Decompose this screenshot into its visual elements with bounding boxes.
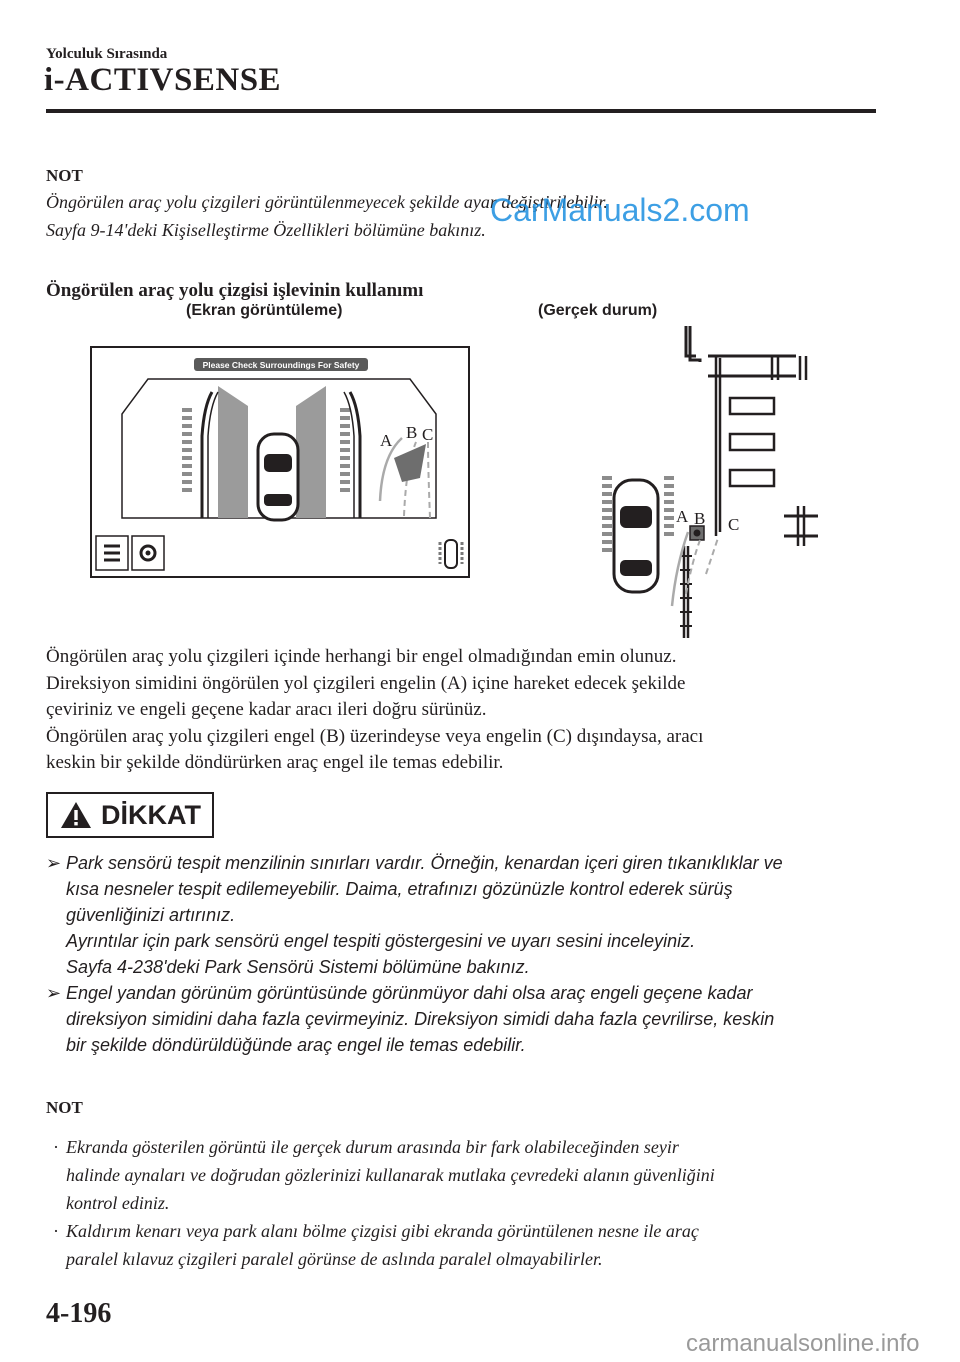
note2-list bbox=[46, 1133, 896, 1273]
body-text bbox=[46, 644, 906, 777]
screen-letter-c: C bbox=[422, 425, 434, 444]
note2-line: paralel kılavuz çizgileri paralel görünse de aslında paralel olmayabilirler. bbox=[66, 1249, 603, 1269]
title-rule bbox=[46, 109, 876, 113]
screen-letter-b: B bbox=[406, 423, 418, 442]
screen-display-figure bbox=[90, 346, 470, 578]
caution-item bbox=[46, 850, 896, 980]
figure-label-screen: (Ekran görüntüleme) bbox=[186, 302, 343, 319]
caution-line: Ayrıntılar için park sensörü engel tespiti göstergesini ve uyarı sesini inceleyiniz. bbox=[66, 931, 696, 951]
caution-line: direksiyon simidini daha fazla çevirmeyiniz. Direksiyon simidi daha fazla çevrilirse, keskin bbox=[66, 1009, 775, 1029]
watermark-bottom: carmanualsonline.info bbox=[686, 1330, 920, 1357]
body-line: Direksiyon simidini öngörülen yol çizgileri engelin (A) içine hareket edecek şekilde bbox=[46, 672, 686, 694]
note2-line: Kaldırım kenarı veya park alanı bölme çizgisi gibi ekranda görüntülenen nesne ile araç bbox=[66, 1221, 699, 1241]
arrow-bullet-icon: ➢ bbox=[46, 853, 62, 873]
screen-letter-a: A bbox=[380, 431, 393, 450]
caution-line: bir şekilde döndürüldüğünde araç engel ile temas edebilir. bbox=[66, 1035, 526, 1055]
figure-label-actual: (Gerçek durum) bbox=[538, 302, 658, 319]
subheading: Öngörülen araç yolu çizgisi işlevinin kullanımı bbox=[46, 280, 424, 301]
page-number: 4-196 bbox=[46, 1298, 112, 1329]
note-heading: NOT bbox=[46, 166, 83, 185]
note2-line: Ekranda gösterilen görüntü ile gerçek durum arasında bir fark olabileceğinden seyir bbox=[66, 1137, 679, 1157]
note-line: Öngörülen araç yolu çizgileri görüntülenmeyecek şekilde ayar değiştirilebilir. bbox=[46, 192, 608, 212]
note2-line: kontrol ediniz. bbox=[66, 1193, 170, 1213]
note2-item: · Ekranda gösterilen görüntü ile gerçek durum arasında bir fark olabileceğinden seyir halinde aynaları ve doğrudan gözlerinizi kullanarak mutlaka çevredeki alanın güvenliğini kontrol ediniz. bbox=[46, 1133, 896, 1217]
arrow-bullet-icon: ➢ bbox=[46, 983, 62, 1003]
breadcrumb: Yolculuk Sırasında bbox=[46, 46, 168, 62]
actual-letter-b: B bbox=[694, 509, 706, 528]
caution-list bbox=[46, 850, 896, 1058]
caution-item bbox=[46, 980, 896, 1058]
caution-line: kısa nesneler tespit edilemeyebilir. Daima, etrafınızı gözünüzle kontrol ederek sürüş bbox=[66, 879, 733, 899]
actual-letter-c: C bbox=[728, 515, 740, 534]
body-line: çeviriniz ve engeli geçene kadar aracı ileri doğru sürünüz. bbox=[46, 699, 487, 720]
note2-item: · Kaldırım kenarı veya park alanı bölme çizgisi gibi ekranda görüntülenen nesne ile araç paralel kılavuz çizgileri paralel görünse de aslında paralel olmayabilirler. bbox=[46, 1217, 896, 1273]
actual-situation-figure bbox=[596, 326, 826, 638]
note2-heading: NOT bbox=[46, 1098, 83, 1117]
warning-triangle-icon bbox=[59, 800, 93, 830]
caution-line: güvenliğinizi artırınız. bbox=[66, 905, 236, 925]
watermark-top: CarManuals2.com bbox=[490, 192, 750, 228]
actual-letter-a: A bbox=[676, 507, 689, 526]
section-title: i-ACTIVSENSE bbox=[44, 62, 282, 98]
caution-line: Sayfa 4-238'deki Park Sensörü Sistemi bölümüne bakınız. bbox=[66, 957, 530, 977]
note-line: Sayfa 9-14'deki Kişiselleştirme Özellikleri bölümüne bakınız. bbox=[46, 220, 486, 240]
body-line: Öngörülen araç yolu çizgileri engel (B) üzerindeyse veya engelin (C) dışındaysa, aracı bbox=[46, 725, 704, 747]
note-text bbox=[46, 188, 906, 244]
body-line: keskin bir şekilde döndürürken araç engel ile temas edebilir. bbox=[46, 752, 504, 773]
caution-line: Engel yandan görünüm görüntüsünde görünmüyor dahi olsa araç engeli geçene kadar bbox=[66, 983, 753, 1003]
body-line: Öngörülen araç yolu çizgileri içinde herhangi bir engel olmadığından emin olunuz. bbox=[46, 646, 677, 667]
note2-line: halinde aynaları ve doğrudan gözlerinizi kullanarak mutlaka çevredeki alanın güvenliğini bbox=[66, 1165, 715, 1185]
caution-line: Park sensörü tespit menzilinin sınırları vardır. Örneğin, kenardan içeri giren tıkanıklıklar ve bbox=[66, 853, 783, 873]
screen-banner: Please Check Surroundings For Safety bbox=[202, 360, 360, 370]
caution-box bbox=[46, 792, 214, 838]
caution-label: DİKKAT bbox=[101, 799, 201, 830]
